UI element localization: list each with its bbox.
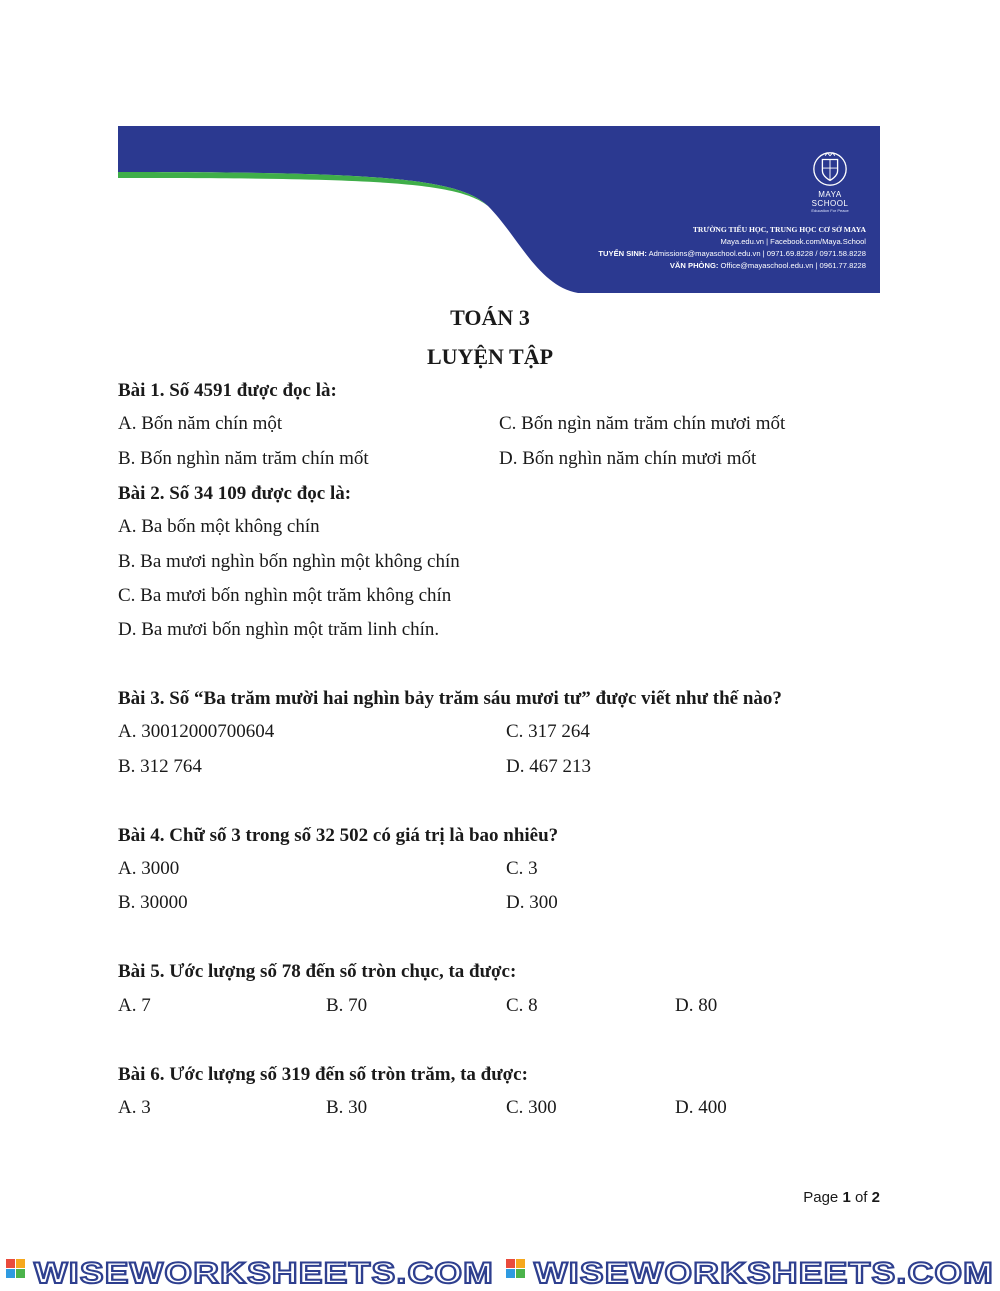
page-title: TOÁN 3 bbox=[450, 305, 530, 330]
q1-option-a: A. Bốn năm chín một bbox=[118, 413, 283, 434]
q6-option-a: A. 3 bbox=[118, 1097, 151, 1118]
q3-option-d: D. 467 213 bbox=[506, 756, 591, 777]
q2-option-d: D. Ba mươi bốn nghìn một trăm linh chín. bbox=[118, 619, 440, 640]
watermark-strip bbox=[0, 1252, 1000, 1291]
office-line: VĂN PHÒNG: Office@mayaschool.edu.vn | 0961.77.8228 bbox=[669, 261, 866, 270]
school-name: MAYA SCHOOL bbox=[811, 190, 849, 208]
q4-option-a: A. 3000 bbox=[118, 858, 180, 879]
question-5: Bài 5. Ước lượng số 78 đến số tròn chục, ta được: bbox=[118, 961, 517, 982]
watermark-text-2: WISEWORKSHEETS.COM bbox=[534, 1257, 994, 1290]
question-3: Bài 3. Số “Ba trăm mười hai nghìn bảy trăm sáu mươi tư” được viết như thế nào? bbox=[118, 688, 782, 709]
question-2: Bài 2. Số 34 109 được đọc là: bbox=[118, 483, 352, 504]
q2-option-a: A. Ba bốn một không chín bbox=[118, 516, 320, 537]
school-full-name: TRƯỜNG TIỂU HỌC, TRUNG HỌC CƠ SỞ MAYA bbox=[692, 225, 866, 234]
q2-option-b: B. Ba mươi nghìn bốn nghìn một không chín bbox=[118, 551, 460, 572]
question-1: Bài 1. Số 4591 được đọc là: bbox=[118, 380, 337, 401]
school-logo bbox=[800, 150, 860, 213]
admissions-line: TUYỂN SINH: Admissions@mayaschool.edu.vn | 0971.69.8228 / 0971.58.8228 bbox=[598, 249, 866, 258]
q3-option-b: B. 312 764 bbox=[118, 756, 202, 777]
q3-option-c: C. 317 264 bbox=[506, 721, 590, 742]
question-6: Bài 6. Ước lượng số 319 đến số tròn trăm, ta được: bbox=[118, 1064, 528, 1085]
school-tagline: Education For Peace bbox=[811, 208, 849, 213]
q1-option-c: C. Bốn ngìn năm trăm chín mươi mốt bbox=[499, 413, 786, 434]
q4-option-d: D. 300 bbox=[506, 892, 558, 913]
crest-icon bbox=[811, 150, 849, 188]
q5-option-b: B. 70 bbox=[326, 995, 368, 1016]
q1-option-b: B. Bốn nghìn năm trăm chín mốt bbox=[118, 448, 369, 469]
watermark-logo-2 bbox=[506, 1259, 525, 1278]
page-number: Page 1 of 2 bbox=[803, 1189, 880, 1206]
q2-option-c: C. Ba mươi bốn nghìn một trăm không chín bbox=[118, 585, 452, 606]
q5-option-a: A. 7 bbox=[118, 995, 151, 1016]
page-subtitle: LUYỆN TẬP bbox=[426, 344, 554, 369]
q5-option-c: C. 8 bbox=[506, 995, 538, 1016]
q3-option-a: A. 30012000700604 bbox=[118, 721, 275, 742]
header-banner bbox=[118, 126, 880, 293]
q4-option-b: B. 30000 bbox=[118, 892, 188, 913]
q6-option-b: B. 30 bbox=[326, 1097, 368, 1118]
watermark-logo-1 bbox=[6, 1259, 25, 1278]
q1-option-d: D. Bốn nghìn năm chín mươi mốt bbox=[499, 448, 757, 469]
web-line: Maya.edu.vn | Facebook.com/Maya.School bbox=[720, 237, 866, 246]
question-4: Bài 4. Chữ số 3 trong số 32 502 có giá trị là bao nhiêu? bbox=[118, 825, 559, 846]
q4-option-c: C. 3 bbox=[506, 858, 538, 879]
q6-option-c: C. 300 bbox=[506, 1097, 557, 1118]
watermark-text-1: WISEWORKSHEETS.COM bbox=[34, 1257, 494, 1290]
contact-info bbox=[598, 224, 866, 272]
q5-option-d: D. 80 bbox=[675, 995, 718, 1016]
q6-option-d: D. 400 bbox=[675, 1097, 727, 1118]
